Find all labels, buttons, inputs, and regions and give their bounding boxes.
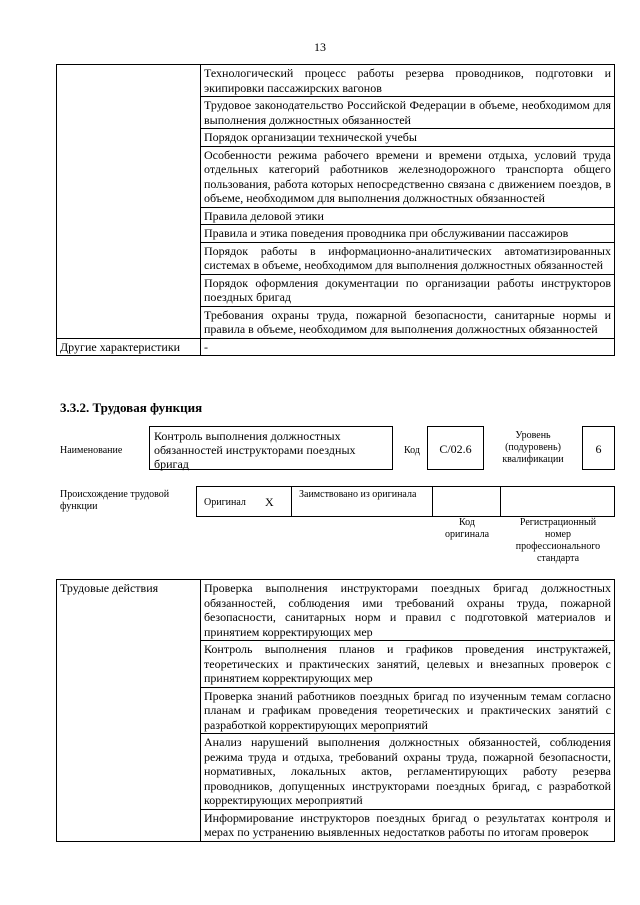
knowledge-item: Технологический процесс работы резерва проводников, подготовки и экипировки пассажирских вагонов bbox=[201, 65, 615, 97]
borrowed-label: Заимствовано из оригинала bbox=[299, 489, 417, 500]
labor-action-item: Контроль выполнения планов и графиков проведения инструктажей, теоретических и практических занятий, целевых и внезапных проверок с принятием корректирующих мер bbox=[201, 641, 615, 688]
original-mark: X bbox=[265, 495, 274, 509]
knowledge-item: Особенности режима рабочего времени и времени отдыха, условий труда отдельных категорий работников железнодорожного транспорта общего пользования, работа которых непосредственно связана с движением поездов, в объеме, необходимом для выполнения должностных обязанностей bbox=[201, 146, 615, 207]
other-characteristics-value: - bbox=[201, 338, 615, 356]
knowledge-table bbox=[56, 64, 615, 356]
section-title: 3.3.2. Трудовая функция bbox=[60, 400, 203, 415]
original-box bbox=[196, 486, 292, 517]
labor-action-item: Проверка выполнения инструкторами поездных бригад должностных обязанностей, соблюдения ими требований охраны труда, пожарной безопасности, санитарных норм и правил с подготовкой материалов и принятием корректирующих мер bbox=[201, 580, 615, 641]
code-box bbox=[427, 426, 484, 470]
table-row bbox=[57, 580, 615, 641]
code-label: Код bbox=[404, 445, 420, 456]
name-label: Наименование bbox=[60, 445, 123, 456]
knowledge-label-cell bbox=[57, 65, 201, 339]
level-box bbox=[582, 426, 615, 470]
labor-action-item: Проверка знаний работников поездных бригад по изученным темам согласно планам и графикам проведения теоретических и практических занятий с разработкой корректирующих мероприятий bbox=[201, 687, 615, 734]
labor-actions-label: Трудовые действия bbox=[57, 580, 201, 842]
code-value: C/02.6 bbox=[439, 442, 472, 456]
reg-number-box bbox=[500, 486, 615, 517]
level-label: Уровень (подуровень) квалификации bbox=[502, 430, 564, 465]
function-name-value: Контроль выполнения должностных обязанностей инструкторами поездных бригад bbox=[154, 429, 356, 471]
knowledge-item: Трудовое законодательство Российской Федерации в объеме, необходимом для выполнения должностных обязанностей bbox=[201, 97, 615, 129]
knowledge-item: Порядок организации технической учебы bbox=[201, 129, 615, 147]
table-row bbox=[57, 65, 615, 97]
table-row bbox=[57, 338, 615, 356]
knowledge-item: Правила деловой этики bbox=[201, 207, 615, 225]
labor-action-item: Информирование инструкторов поездных бригад о результатах контроля и мерах по устранению выявленных недостатков работы по итогам проверок bbox=[201, 809, 615, 841]
origin-label: Происхождение трудовой функции bbox=[60, 489, 170, 512]
other-characteristics-label: Другие характеристики bbox=[57, 338, 201, 356]
knowledge-item: Требования охраны труда, пожарной безопасности, санитарные нормы и правила в объеме, необходимом для выполнения должностных обязанностей bbox=[201, 306, 615, 338]
function-name-box bbox=[149, 426, 393, 470]
labor-actions-table bbox=[56, 579, 615, 842]
origin-code-box bbox=[432, 486, 501, 517]
knowledge-item: Порядок работы в информационно-аналитических автоматизированных системах в объеме, необходимом для выполнения должностных обязанностей bbox=[201, 242, 615, 274]
original-label: Оригинал bbox=[204, 497, 246, 508]
knowledge-item: Порядок оформления документации по организации работы инструкторов поездных бригад bbox=[201, 274, 615, 306]
borrowed-box bbox=[291, 486, 433, 517]
knowledge-item: Правила и этика поведения проводника при обслуживании пассажиров bbox=[201, 225, 615, 243]
reg-number-label: Регистрационный номер профессионального стандарта bbox=[515, 517, 601, 564]
page-number: 13 bbox=[314, 40, 326, 54]
labor-action-item: Анализ нарушений выполнения должностных обязанностей, соблюдения режима труда и отдыха, требований охраны труда, пожарной безопасности, нормативных, локальных актов, регламентирующих работу резерва проводников, допущенных инструкторами поездных бригад, с разработкой корректирующих мероприятий bbox=[201, 734, 615, 810]
origin-code-label: Код оригинала bbox=[444, 517, 490, 540]
level-value: 6 bbox=[595, 442, 602, 456]
